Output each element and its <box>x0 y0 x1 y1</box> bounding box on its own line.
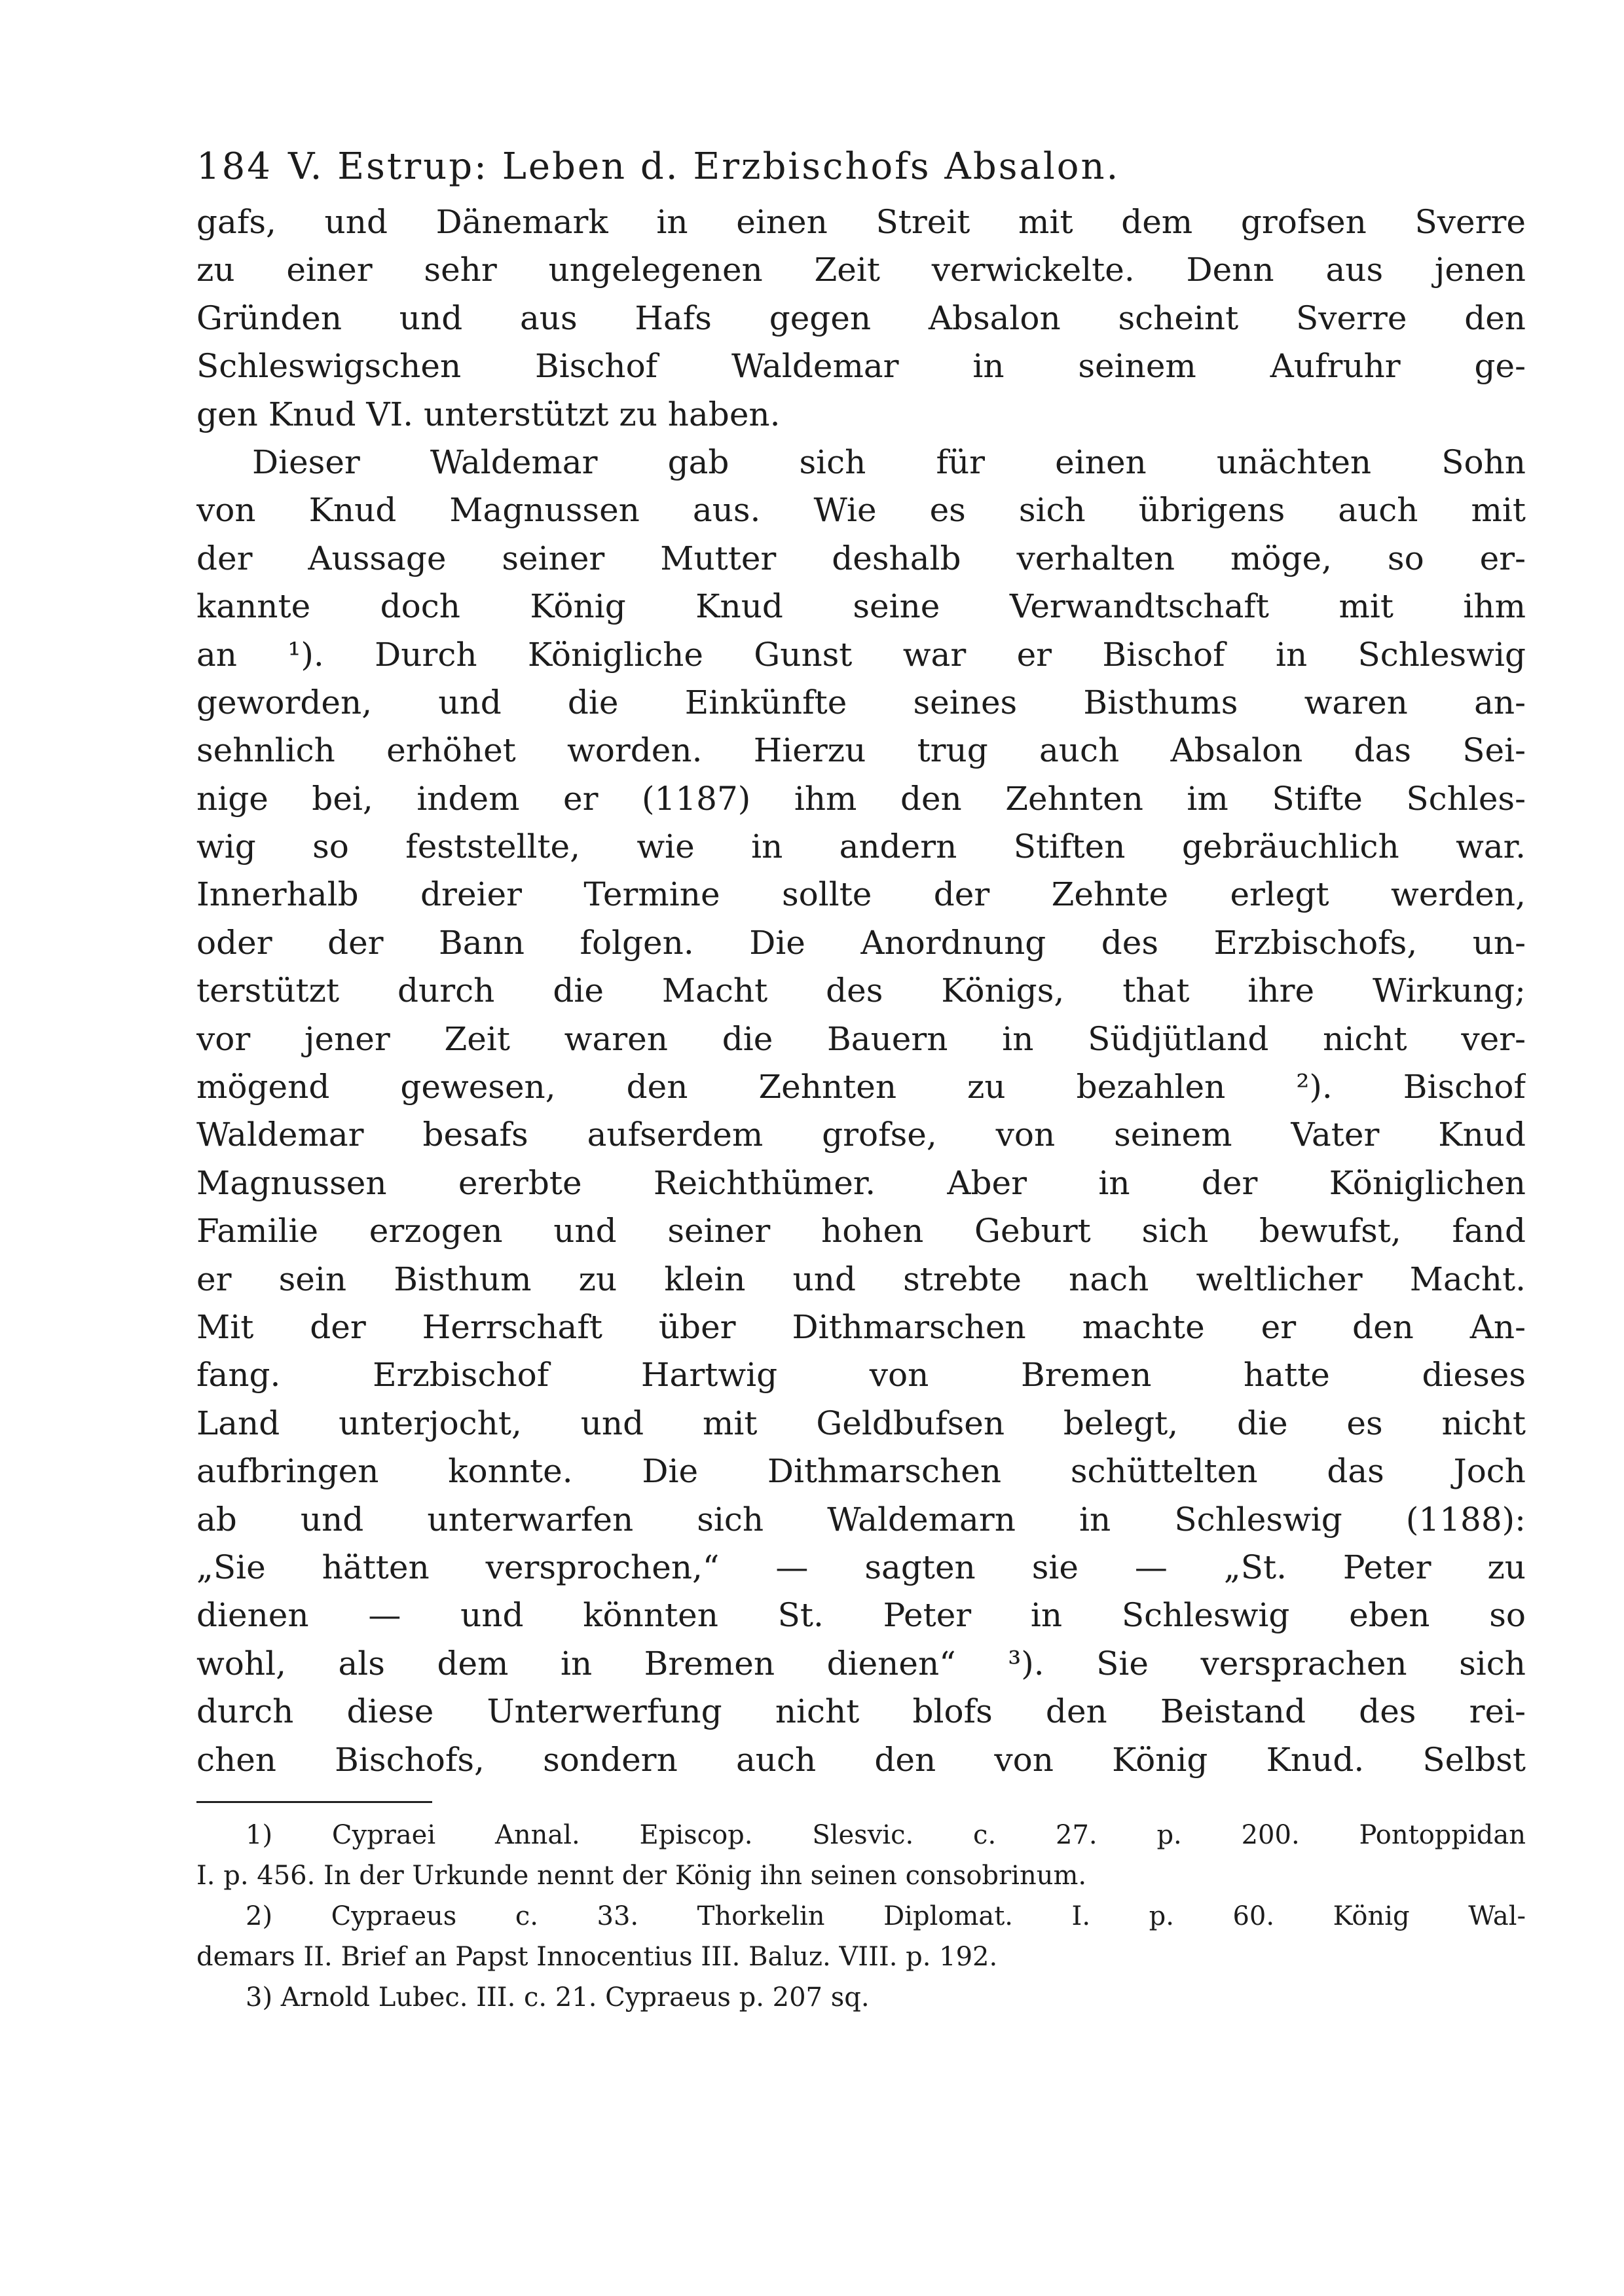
text-line: Land unterjocht, und mit Geldbufsen belegt, die es nicht <box>196 1404 1526 1442</box>
text-line: der Aussage seiner Mutter deshalb verhalten möge, so er- <box>196 539 1526 577</box>
text-line: durch diese Unterwerfung nicht blofs den Beistand des rei- <box>196 1692 1526 1731</box>
text-line: aufbringen konnte. Die Dithmarschen schüttelten das Joch <box>196 1452 1526 1491</box>
text-line: geworden, und die Einkünfte seines Bisthums waren an- <box>196 683 1526 721</box>
text-line: dienen — und könnten St. Peter in Schleswig eben so <box>196 1596 1526 1635</box>
text-line: gafs, und Dänemark in einen Streit mit dem grofsen Sverre <box>196 203 1526 241</box>
text-line: ab und unterwarfen sich Waldemarn in Schleswig (1188): <box>196 1500 1526 1539</box>
footnote-line: I. p. 456. In der Urkunde nennt der König ihn seinen consobrinum. <box>196 1860 1087 1891</box>
text-line: Dieser Waldemar gab sich für einen unächten Sohn <box>252 443 1526 481</box>
text-line: nige bei, indem er (1187) ihm den Zehnten im Stifte Schles- <box>196 779 1526 818</box>
footnote-line: demars II. Brief an Papst Innocentius III. Baluz. VIII. p. 192. <box>196 1941 998 1972</box>
text-line: wohl, als dem in Bremen dienen“ ³). Sie versprachen sich <box>196 1644 1526 1683</box>
body-text <box>196 198 1526 1784</box>
text-line: oder der Bann folgen. Die Anordnung des Erzbischofs, un- <box>196 923 1526 962</box>
text-line: vor jener Zeit waren die Bauern in Südjütland nicht ver- <box>196 1019 1526 1058</box>
text-line: fang. Erzbischof Hartwig von Bremen hatte dieses <box>196 1356 1526 1394</box>
text-line: chen Bischofs, sondern auch den von König Knud. Selbst <box>196 1740 1526 1779</box>
text-line: kannte doch König Knud seine Verwandtschaft mit ihm <box>196 587 1526 626</box>
book-page <box>196 141 1526 2018</box>
text-line: er sein Bisthum zu klein und strebte nach weltlicher Macht. <box>196 1260 1526 1298</box>
text-line: Innerhalb dreier Termine sollte der Zehnte erlegt werden, <box>196 875 1526 914</box>
running-title: V. Estrup: Leben d. Erzbischofs Absalon. <box>288 145 1120 188</box>
text-line: gen Knud VI. unterstützt zu haben. <box>196 395 781 433</box>
page-number: 184 <box>196 145 272 188</box>
text-line: terstützt durch die Macht des Königs, that ihre Wirkung; <box>196 972 1526 1010</box>
text-line: „Sie hätten versprochen,“ — sagten sie — „St. Peter zu <box>196 1548 1526 1586</box>
running-header <box>196 141 1526 193</box>
text-line: wig so feststellte, wie in andern Stiften gebräuchlich war. <box>196 828 1526 866</box>
text-line: von Knud Magnussen aus. Wie es sich übrigens auch mit <box>196 491 1526 530</box>
text-line: Schleswigschen Bischof Waldemar in seinem Aufruhr ge- <box>196 347 1526 386</box>
footnote-line: 3) Arnold Lubec. III. c. 21. Cypraeus p. 207 sq. <box>246 1982 870 2013</box>
footnotes <box>196 1815 1526 2018</box>
text-line: sehnlich erhöhet worden. Hierzu trug auch Absalon das Sei- <box>196 731 1526 770</box>
footnote-line: 1) Cypraei Annal. Episcop. Slesvic. c. 27. p. 200. Pontoppidan <box>246 1819 1526 1850</box>
text-line: an ¹). Durch Königliche Gunst war er Bischof in Schleswig <box>196 635 1526 674</box>
text-line: Waldemar besafs aufserdem grofse, von seinem Vater Knud <box>196 1116 1526 1154</box>
text-line: zu einer sehr ungelegenen Zeit verwickelte. Denn aus jenen <box>196 251 1526 289</box>
text-line: Magnussen ererbte Reichthümer. Aber in der Königlichen <box>196 1163 1526 1202</box>
footnote-divider <box>196 1801 432 1803</box>
text-line: Familie erzogen und seiner hohen Geburt sich bewufst, fand <box>196 1212 1526 1250</box>
footnote-line: 2) Cypraeus c. 33. Thorkelin Diplomat. I. p. 60. König Wal- <box>246 1901 1526 1931</box>
text-line: Gründen und aus Hafs gegen Absalon scheint Sverre den <box>196 299 1526 337</box>
text-line: Mit der Herrschaft über Dithmarschen machte er den An- <box>196 1307 1526 1346</box>
text-line: mögend gewesen, den Zehnten zu bezahlen ²). Bischof <box>196 1068 1526 1106</box>
